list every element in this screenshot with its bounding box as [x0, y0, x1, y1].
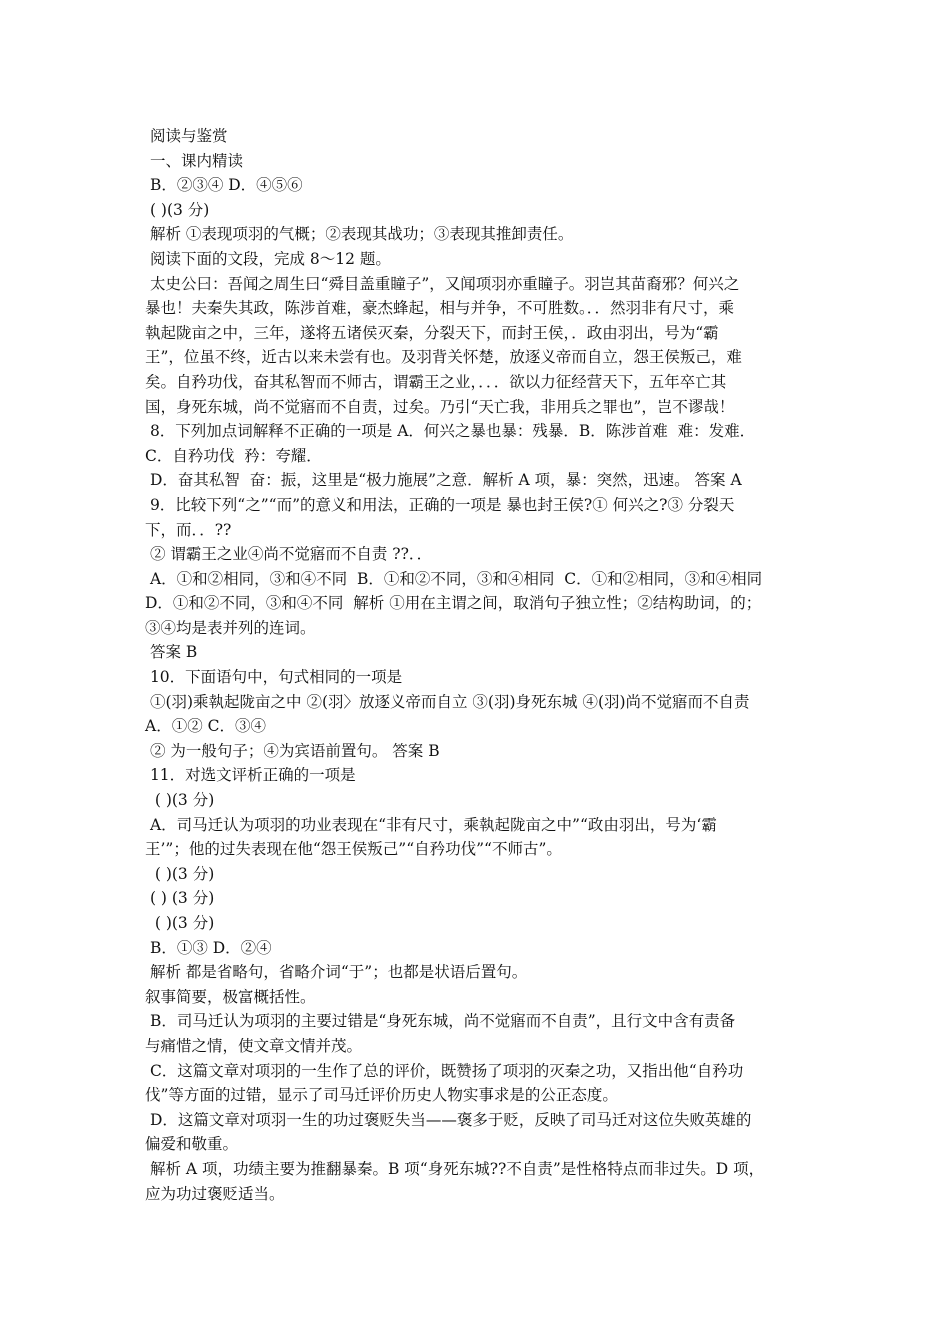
answer-line: ② 为一般句子；④为宾语前置句。 答案 B [145, 741, 440, 760]
analysis-line: 应为功过褒贬适当。 [145, 1184, 285, 1203]
passage-line: 王”，位虽不终，近古以来未尝有也。及羽背关怀楚，放逐义帝而自立，怨王侯叛己，难 [145, 348, 742, 367]
passage-line: 執起陇亩之中，三年，遂将五诸侯灭秦，分裂天下，而封王侯，．政由羽出，号为“霸 [145, 323, 719, 342]
question-line: 下，而．．?? [145, 520, 232, 539]
passage-line: 暴也！夫秦失其政，陈涉首难，豪杰蜂起，相与并争，不可胜数。．．然羽非有尺寸，乘 [145, 299, 735, 318]
score-line: ( )(3 分) [145, 914, 215, 932]
text-line: 阅读下面的文段，完成 8～12 题。 [145, 249, 391, 268]
option-line: 伐”等方面的过错，显示了司马迁评价历史人物实事求是的公正态度。 [145, 1086, 618, 1105]
score-line: ( )(3 分) [145, 791, 215, 810]
question-line: 9．比较下列“之”“而”的意义和用法，正确的一项是 暴也封王侯?① 何兴之?③ 分裂天 [145, 495, 735, 514]
question-line: ③④均是表并列的连词。 [145, 618, 316, 637]
option-line: 偏爱和敬重。 [145, 1135, 239, 1154]
question-line: D．奋其私智 奋：振，这里是“极力施展”之意．解析 A 项，暴：突然，迅速。 答案 A [145, 471, 742, 490]
option-line: 与痛惜之情，使文章文情并茂。 [145, 1036, 363, 1055]
score-line: ( ) (3 分) [145, 889, 215, 908]
text-line: 解析 ①表现项羽的气概；②表现其战功；③表现其推卸责任。 [145, 225, 574, 244]
document-page [145, 124, 810, 1206]
analysis-line: 解析 A 项，功绩主要为推翻暴秦。B 项“身死东城??不自责”是性格特点而非过失。D 项， [145, 1159, 765, 1178]
analysis-line: 解析 都是省略句，省略介词“于”；也都是状语后置句。 [145, 963, 528, 982]
question-line: 10．下面语句中，句式相同的一项是 [145, 668, 403, 687]
option-line: 王’”；他的过失表现在他“怨王侯叛己”“自矜功伐”“不师古”。 [145, 840, 562, 859]
question-line: 8．下列加点词解释不正确的一项是 A．何兴之暴也暴：残暴．B．陈涉首难 难：发难． [145, 422, 756, 441]
text-line: ( )(3 分) [145, 200, 210, 219]
passage-line: 国，身死东城，尚不觉寤而不自责，过矣。乃引“天亡我，非用兵之罪也”，岂不谬哉！ [145, 397, 735, 416]
question-line: D．①和②不同，③和④不同 解析 ①用在主谓之间，取消句子独立性；②结构助词，的； [145, 594, 762, 613]
question-line: ①(羽)乘執起陇亩之中 ②(羽〉放逐义帝而自立 ③(羽)身死东城 ④(羽)尚不觉寤而不自责 [145, 692, 750, 711]
question-line: 11．对选文评析正确的一项是 [145, 766, 356, 785]
passage-line: 矣。自矜功伐，奋其私智而不师古，谓霸王之业，．．．欲以力征经营天下，五年卒亡其 [145, 372, 727, 391]
option-line: C．这篇文章对项羽的一生作了总的评价，既赞扬了项羽的灭秦之功，又指出他“自矜功 [145, 1061, 744, 1080]
passage-line: 太史公曰：吾闻之周生曰“舜目盖重瞳子”，又闻项羽亦重瞳子。羽岂其苗裔邪？何兴之 [145, 274, 740, 293]
answer-line: 答案 B [145, 643, 198, 662]
option-line: D．这篇文章对项羽一生的功过褒贬失当——褒多于贬，反映了司马迁对这位失败英雄的 [145, 1110, 752, 1129]
option-line: B．①③ D．②④ [145, 938, 272, 957]
text-line: 叙事简要，极富概括性。 [145, 987, 316, 1006]
question-line: ② 谓霸王之业④尚不觉寤而不自责 ??．． [145, 545, 433, 564]
option-line: B．司马迁认为项羽的主要过错是“身死东城，尚不觉寤而不自责”，且行文中含有责备 [145, 1012, 736, 1031]
score-line: ( )(3 分) [145, 864, 215, 883]
option-line: A．司马迁认为项羽的功业表现在“非有尺寸，乘執起陇亩之中”“政由羽出，号为‘霸 [145, 815, 717, 834]
question-line: A．①② C．③④ [145, 717, 266, 736]
question-line: A．①和②相同，③和④不同 B．①和②不同，③和④相同 C．①和②相同，③和④相同 [145, 569, 763, 588]
question-line: C．自矜功伐 矜：夸耀． [145, 446, 322, 465]
section-heading: 阅读与鉴赏 [145, 127, 228, 145]
subsection-heading: 一、课内精读 [145, 151, 243, 170]
text-line: B．②③④ D．④⑤⑥ [145, 176, 303, 195]
